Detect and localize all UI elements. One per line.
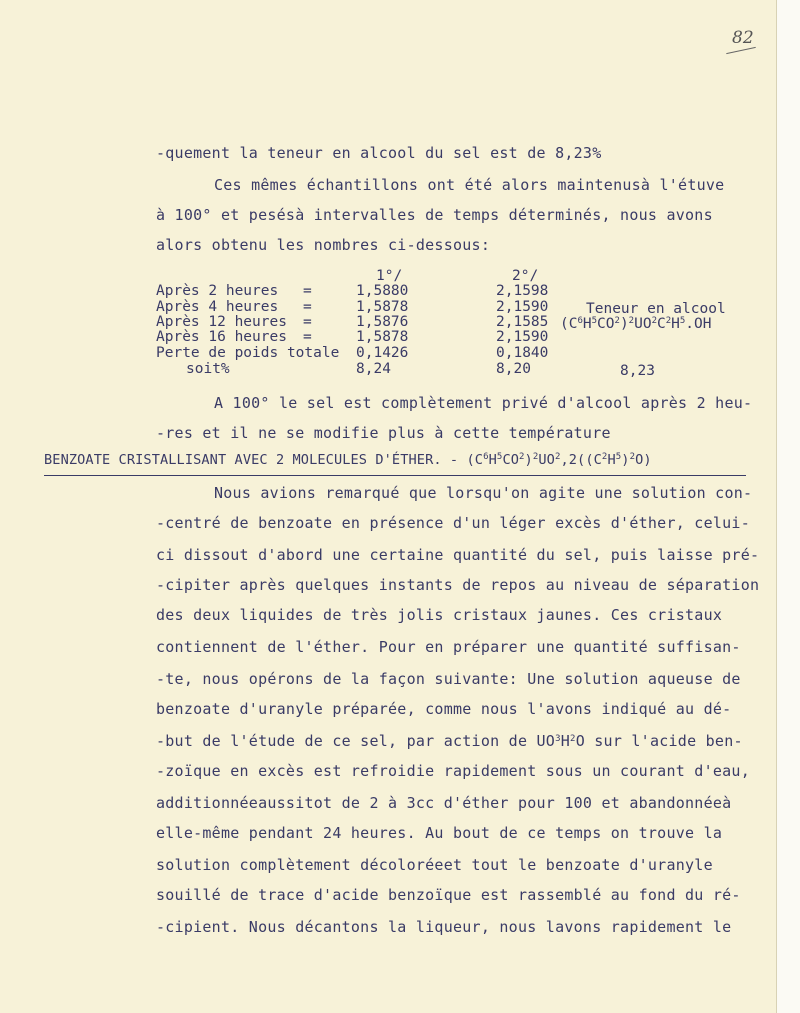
- paragraph-line: -res et il ne se modifie plus à cette température: [156, 424, 611, 442]
- table-cell: 8,20: [496, 361, 531, 377]
- table-cell: 0,1426: [356, 345, 409, 361]
- table-cell: 0,1840: [496, 345, 549, 361]
- body-line: -te, nous opérons de la façon suivante: Une solution aqueuse de: [156, 670, 741, 688]
- body-line: Nous avions remarqué que lorsqu'on agite une solution con-: [214, 484, 753, 502]
- table-row-sign: =: [303, 299, 312, 315]
- table-cell: 1,5878: [356, 329, 409, 345]
- body-line: additionnéeaussitot de 2 à 3cc d'éther pour 100 et abandonnéeà: [156, 794, 732, 812]
- table-cell: 2,1585: [496, 314, 549, 330]
- table-row-sign: =: [303, 314, 312, 330]
- paragraph-line: alors obtenu les nombres ci-dessous:: [156, 236, 491, 254]
- alcohol-content-label: Teneur en alcool: [586, 301, 726, 317]
- section-heading: BENZOATE CRISTALLISANT AVEC 2 MOLECULES D'ÉTHER. - $(C^6H^5CO^2)^2UO^2,2((C^2H^5)^2O)$: [44, 452, 652, 468]
- table-cell: 1,5876: [356, 314, 409, 330]
- page-number: 82: [732, 28, 754, 48]
- table-row-label: Après 16 heures: [156, 329, 287, 345]
- body-line: -centré de benzoate en présence d'un léger excès d'éther, celui-: [156, 514, 750, 532]
- paragraph-line: Ces mêmes échantillons ont été alors maintenusà l'étuve: [214, 176, 725, 194]
- paragraph-line: à 100° et pesésà intervalles de temps déterminés, nous avons: [156, 206, 713, 224]
- body-line: contiennent de l'éther. Pour en préparer une quantité suffisan-: [156, 638, 741, 656]
- body-line: -zoïque en excès est refroidie rapidement sous un courant d'eau,: [156, 762, 750, 780]
- table-cell: 8,24: [356, 361, 391, 377]
- table-cell: 2,1598: [496, 283, 549, 299]
- body-line: souillé de trace d'acide benzoïque est rassemblé au fond du ré-: [156, 886, 741, 904]
- body-line: ci dissout d'abord une certaine quantité du sel, puis laisse pré-: [156, 546, 760, 564]
- body-line: benzoate d'uranyle préparée, comme nous l'avons indiqué au dé-: [156, 700, 732, 718]
- column-header-1: 1°/: [376, 268, 403, 284]
- body-line: -cipiter après quelques instants de repos au niveau de séparation: [156, 576, 760, 594]
- table-row-label: Perte de poids totale: [156, 345, 340, 361]
- alcohol-content-value: 8,23: [620, 363, 655, 379]
- table-cell: 2,1590: [496, 299, 549, 315]
- body-line: des deux liquides de très jolis cristaux jaunes. Ces cristaux: [156, 606, 723, 624]
- table-row-sign: =: [303, 329, 312, 345]
- table-cell: 2,1590: [496, 329, 549, 345]
- table-row-sign: =: [303, 283, 312, 299]
- paragraph-line: A 100° le sel est complètement privé d'alcool après 2 heu-: [214, 394, 753, 412]
- body-line: -but de l'étude de ce sel, par action de $UO^3H^2O$ sur l'acide ben-: [156, 732, 743, 750]
- table-row-label: Après 2 heures: [156, 283, 279, 299]
- heading-underline: [44, 475, 746, 476]
- column-header-2: 2°/: [512, 268, 539, 284]
- body-line: -cipient. Nous décantons la liqueur, nous lavons rapidement le: [156, 918, 732, 936]
- table-row-label: Après 4 heures: [156, 299, 279, 315]
- body-line: solution complètement décoloréeet tout le benzoate d'uranyle: [156, 856, 713, 874]
- table-cell: 1,5878: [356, 299, 409, 315]
- table-cell: 1,5880: [356, 283, 409, 299]
- body-line: elle-même pendant 24 heures. Au bout de ce temps on trouve la: [156, 824, 723, 842]
- alcohol-formula: $(C^6H^5CO^2)^2UO^2C^2H^5.OH$: [560, 316, 712, 332]
- paragraph-line: -quement la teneur en alcool du sel est de 8,23%: [156, 144, 602, 162]
- table-row-label: soit%: [186, 361, 230, 377]
- table-row-label: Après 12 heures: [156, 314, 287, 330]
- scan-margin: [777, 0, 800, 1013]
